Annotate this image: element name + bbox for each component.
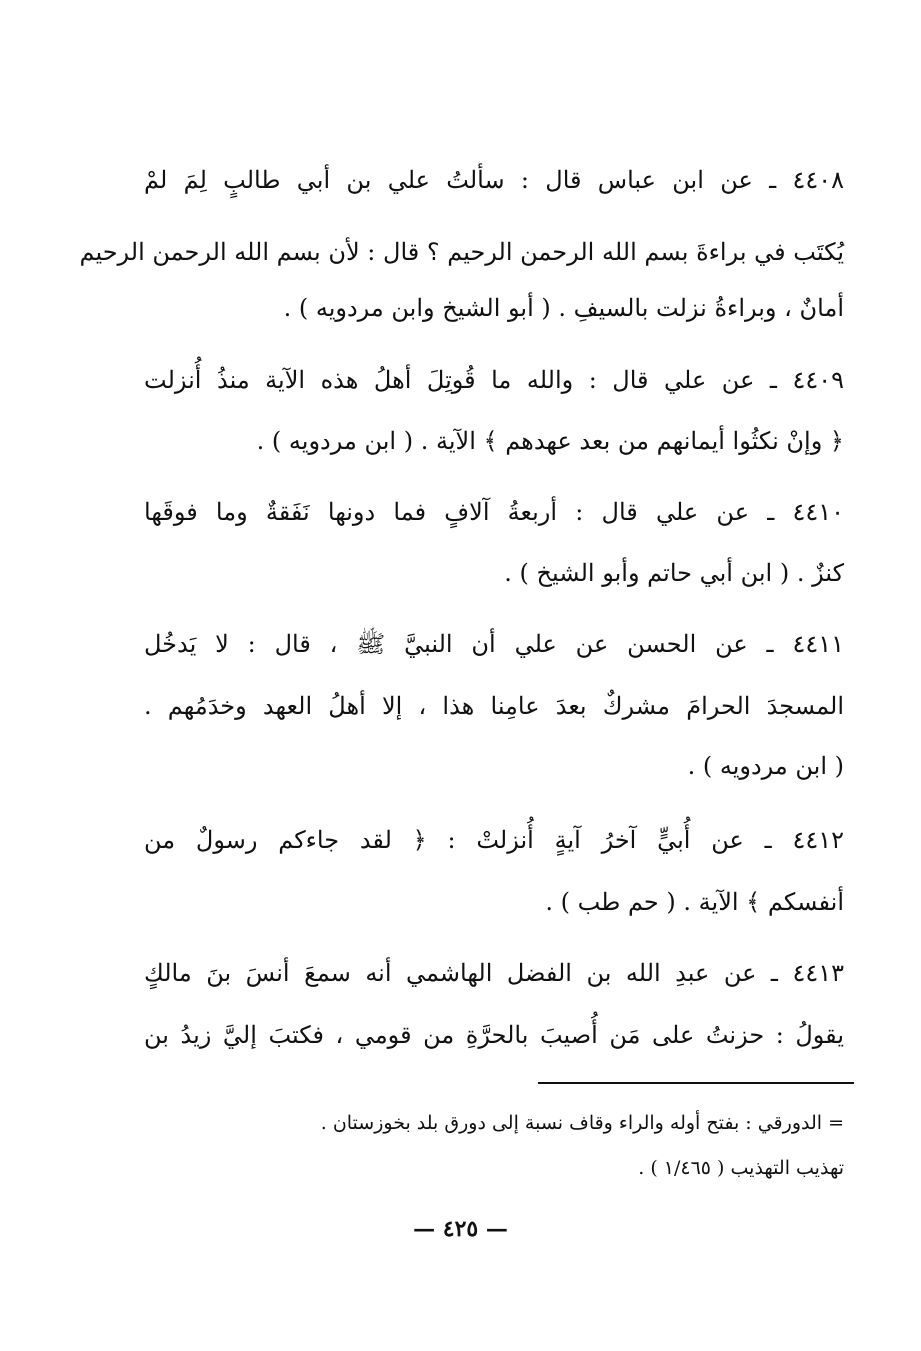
- entry-4408-line-3: أمانٌ ، وبراءةُ نزلت بالسيفِ . ( أبو الشيخ وابن مردويه ) .: [283, 294, 844, 322]
- entry-4412-line-2: أنفسكم ﴾ الآية . ( حم طب ) .: [545, 888, 844, 916]
- entry-4408-line-2: يُكتَب في براءةَ بسم الله الرحمن الرحيم ؟ قال : لأن بسم الله الرحمن الرحيم: [79, 238, 844, 266]
- entry-4411-line-3: ( ابن مردويه ) .: [687, 752, 844, 780]
- entry-4412-line-1: ٤٤١٢ ـ عن أُبيٍّ آخرُ آيةٍ أُنزلتْ : ﴿ لقد جاءكم رسولٌ من: [144, 826, 844, 854]
- entry-4409-line-2: ﴿ وإنْ نكثُوا أيمانهم من بعد عهدهم ﴾ الآية . ( ابن مردويه ) .: [256, 427, 844, 455]
- entry-4413-line-1: ٤٤١٣ ـ عن عبدِ الله بن الفضل الهاشمي أنه سمعَ أنسَ بنَ مالكٍ: [144, 959, 844, 987]
- footnote-line-1: = الدورقي : بفتح أوله والراء وقاف نسبة إلى دورق بلد بخوزستان .: [320, 1112, 844, 1134]
- entry-4410-line-2: كنزٌ . ( ابن أبي حاتم وأبو الشيخ ) .: [504, 559, 844, 587]
- entry-4408-line-1: ٤٤٠٨ ـ عن ابن عباس قال : سألتُ علي بن أبي طالبٍ لِمَ لمْ: [144, 166, 844, 194]
- page-number: — ٤٢٥ —: [413, 1216, 508, 1242]
- footnote-rule: [538, 1082, 854, 1084]
- footnote-line-2: تهذيب التهذيب ( ١/٤٦٥ ) .: [638, 1157, 844, 1179]
- entry-4410-line-1: ٤٤١٠ ـ عن علي قال : أربعةُ آلافٍ فما دونها نَفَقةٌ وما فوقَها: [144, 498, 844, 526]
- entry-4411-line-2: المسجدَ الحرامَ مشركٌ بعدَ عامِنا هذا ، إلا أهلُ العهد وخدَمُهم .: [144, 692, 844, 720]
- entry-4409-line-1: ٤٤٠٩ ـ عن علي قال : والله ما قُوتِلَ أهلُ هذه الآية منذُ أُنزلت: [144, 366, 844, 394]
- entry-4411-line-1: ٤٤١١ ـ عن الحسن عن علي أن النبيَّ ﷺ ، قال : لا يَدخُل: [144, 630, 844, 658]
- entry-4413-line-2: يقولُ : حزنتُ على مَن أُصيبَ بالحرَّةِ من قومي ، فكتبَ إليَّ زيدُ بن: [144, 1021, 844, 1049]
